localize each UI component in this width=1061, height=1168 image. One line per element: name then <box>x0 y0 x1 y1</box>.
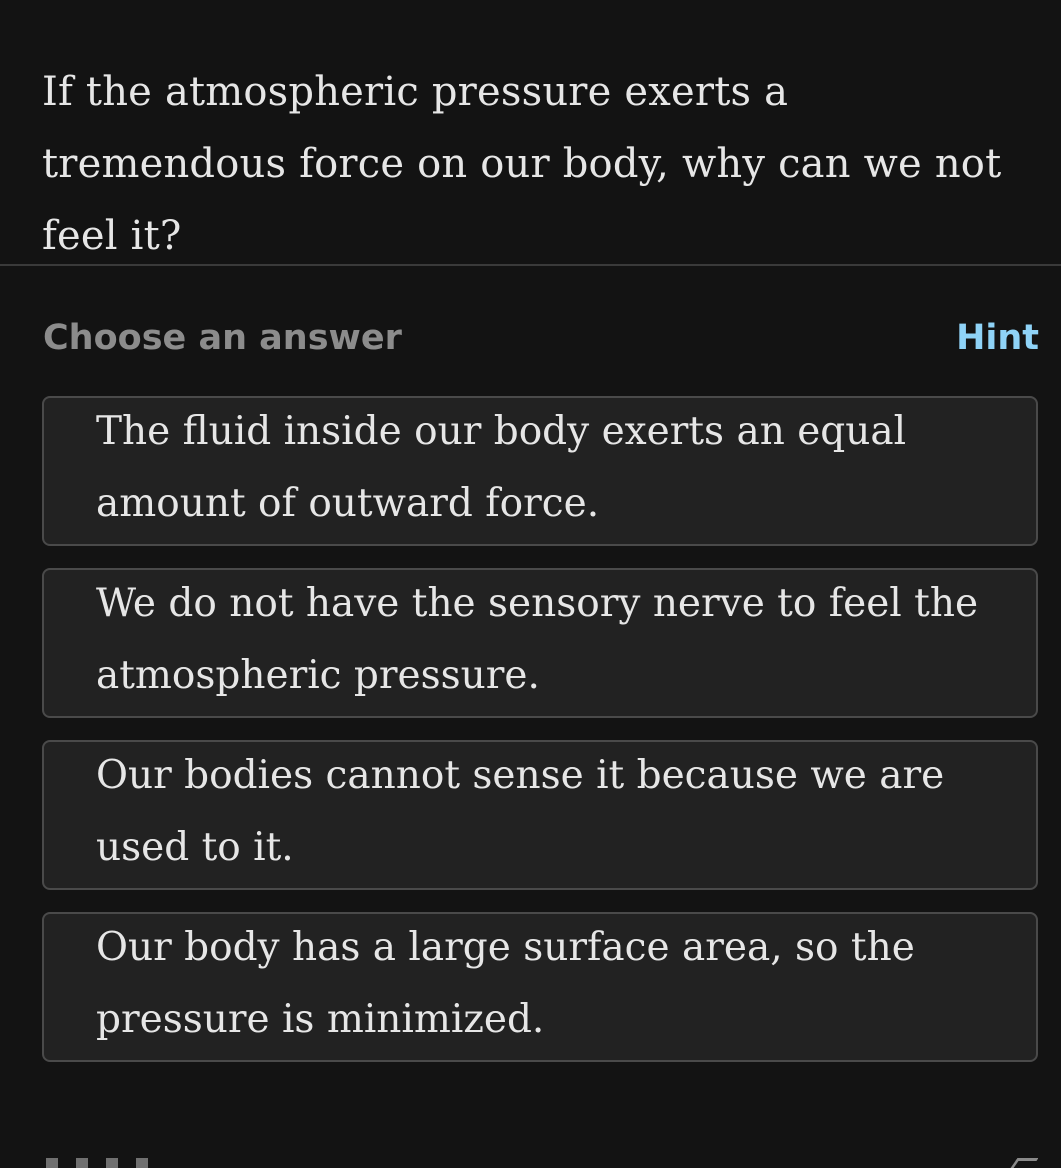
choose-answer-label: Choose an answer <box>43 318 402 358</box>
answer-choice-text: Our body has a large surface area, so the pressure is minimized. <box>96 925 915 1042</box>
answer-choice-1[interactable] <box>42 396 1038 546</box>
section-divider <box>0 264 1061 266</box>
question-text: If the atmospheric pressure exerts a tremendous force on our body, why can we not feel it? <box>42 69 1002 259</box>
answer-choice-2[interactable] <box>42 568 1038 718</box>
answer-choice-3[interactable] <box>42 740 1038 890</box>
answer-choice-text: Our bodies cannot sense it because we are used to it. <box>96 753 945 870</box>
answer-choice-4[interactable] <box>42 912 1038 1062</box>
hint-button[interactable]: Hint <box>956 318 1039 358</box>
answer-choice-text: We do not have the sensory nerve to feel the atmospheric pressure. <box>96 581 979 698</box>
answer-header <box>43 314 1039 362</box>
footer-cutoff <box>42 1156 1038 1168</box>
answer-choice-text: The fluid inside our body exerts an equal amount of outward force. <box>96 409 907 526</box>
answer-choices <box>42 396 1038 1084</box>
footer-text-fragment <box>46 1158 156 1168</box>
chevron-left-icon[interactable] <box>1008 1158 1038 1168</box>
